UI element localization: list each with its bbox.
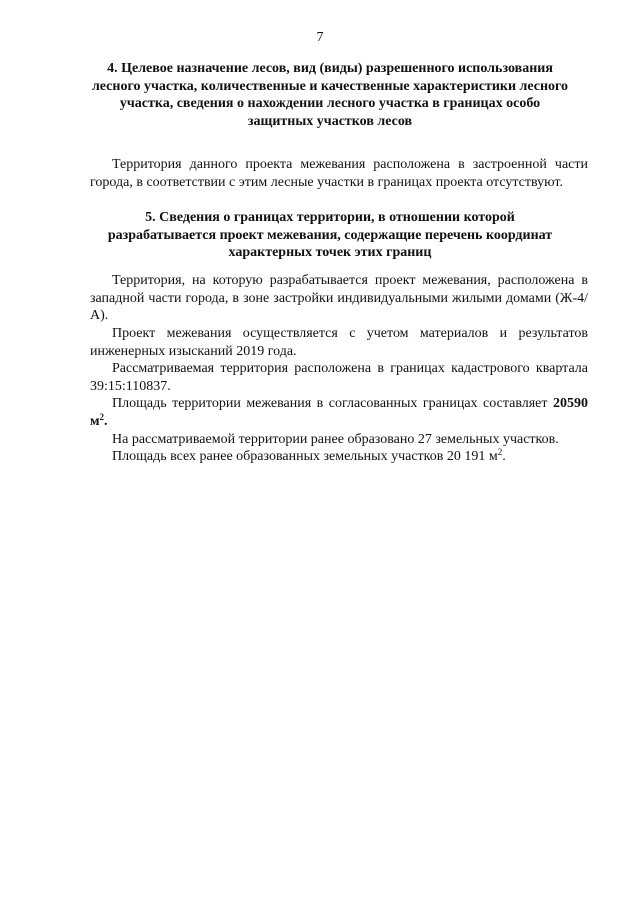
section-5-paragraph-5: На рассматриваемой территории ранее образовано 27 земельных участков. <box>112 432 559 447</box>
area-unit-exponent: 2 <box>99 411 105 422</box>
total-area-text: Площадь всех ранее образованных земельных участков 20 191 м <box>112 449 498 464</box>
section-5-paragraph-3: Рассматриваемая территория расположена в границах кадастрового квартала 39:15:110837. <box>90 361 588 394</box>
total-area-exponent: 2 <box>497 447 503 457</box>
section-5-paragraph-6: Площадь всех ранее образованных земельных участков 20 191 $м^2$. <box>112 447 506 464</box>
section-4-paragraph: Территория данного проекта межевания расположена в застроенной части города, в соответствии с этим лесные участки в границах проекта отсутствуют. <box>90 157 588 190</box>
section-5-paragraph-1: Территория, на которую разрабатывается проект межевания, расположена в западной части города, в зоне застройки индивидуальными жилыми домами (Ж-4/А). <box>90 273 588 323</box>
section-5-paragraph-4: Площадь территории межевания в согласованных границах составляет 20590 $м^2$. <box>90 396 589 429</box>
section-5-heading: 5. Сведения о границах территории, в отношении которой разрабатывается проект межевания, содержащие перечень координат характерных точек этих границ <box>107 210 553 260</box>
section-5-paragraph-2: Проект межевания осуществляется с учетом материалов и результатов инженерных изысканий 2019 года. <box>90 326 588 359</box>
page-number: 7 <box>316 30 324 45</box>
area-value: 20590 м <box>90 396 589 429</box>
section-4-heading: 4. Целевое назначение лесов, вид (виды) разрешенного использования лесного участка, количественные и качественные характеристики лесного участка, сведения о нахождении лесного участка в границах особо защитных участков лесов <box>91 61 569 129</box>
area-text: Площадь территории межевания в согласованных границах составляет <box>112 396 548 411</box>
